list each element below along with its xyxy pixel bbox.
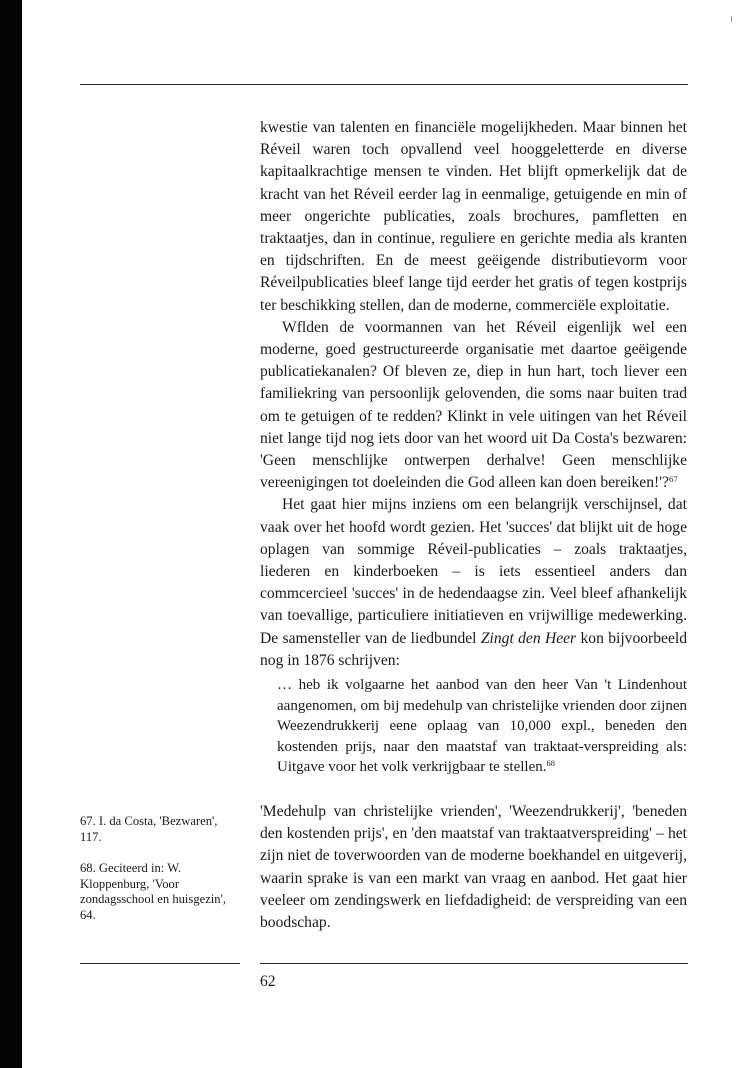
main-text xyxy=(260,117,687,672)
closing-paragraph-text: 'Medehulp van christelijke vrienden', 'Weezendrukkerij', 'beneden den kostenden prijs', en 'den maatstaf van traktaatverspreiding' – het zijn niet de toverwoorden van de moderne boekhandel en uitgeverij, waarin sprake is van een markt van vraag en aanbod. Het gaat hier veeleer om zendingswerk en liefdadigheid: de verspreiding van een boodschap. xyxy=(260,803,687,932)
header-rule xyxy=(80,84,688,85)
footnote-ref-68[interactable]: 68 xyxy=(546,759,555,769)
paragraph-2-text: Wflden de voormannen van het Réveil eigenlijk wel een moderne, goed gestructureerde organisatie met daartoe geëigende publicatiekanalen? Of bleven ze, diep in hun hart, toch liever een familiekring van persoonlijk gelovenden, die soms naar buiten trad om te getuigen of te redden? Klinkt in vele uitingen van het Réveil niet lange tijd nog iets door van het woord uit Da Costa's bezwaren: 'Geen menschlijke ontwerpen derhalve! Geen menschlijke vereenigingen tot doeleinden die God alleen kan doen bereiken!'? xyxy=(260,318,687,492)
book-title: Zingt den Heer xyxy=(480,629,577,647)
scan-mark xyxy=(731,16,732,22)
footnote-67: 67. I. da Costa, 'Bezwaren', 117. xyxy=(80,814,218,844)
block-quote xyxy=(277,675,687,778)
paragraph-3 xyxy=(260,494,687,672)
quote-text: … heb ik volgaarne het aanbod van den heer Van 't Lindenhout aangenomen, om bij medehulp van christelijke vrienden door zijnen Weezendrukkerij eene oplaag van 10,000 expl., beneden den kostenden prijs, naar den maatstaf van traktaat-verspreiding als: Uitgave voor het volk verkrijgbaar te stellen. xyxy=(277,677,687,776)
footnote-ref-67[interactable]: 67 xyxy=(668,474,678,485)
footnote-68: 68. Geciteerd in: W. Kloppenburg, 'Voor zondagsschool en huisgezin', 64. xyxy=(80,861,227,922)
footer-rule-left xyxy=(80,963,240,964)
scan-binding-edge xyxy=(0,0,22,1068)
footer-rule-right xyxy=(260,963,688,964)
closing-paragraph xyxy=(260,801,687,934)
paragraph-1: kwestie van talenten en financiële mogelijkheden. Maar binnen het Réveil waren toch opvallend veel hooggeletterde en diverse kapitaalkrachtige mensen te vinden. Het blijft opmerkelijk dat de kracht van het Réveil eerder lag in eenmalige, getuigende en min of meer ongerichte publicaties, zoals brochures, pamfletten en traktaatjes, dan in continue, reguliere en gerichte media als kranten en tijdschriften. En de meest geëigende distributievorm voor Réveilpublicaties bleef lange tijd eerder het gratis of tegen kostprijs ter beschikking stellen, dan de moderne, commerciële exploitatie. xyxy=(260,119,687,314)
page-number: 62 xyxy=(260,973,276,990)
paragraph-2 xyxy=(260,317,687,495)
paragraph-3-end: kon bijvoorbeeld nog in 1876 schrijven: xyxy=(260,629,688,669)
paragraph-3-text: Het gaat hier mijns inziens om een belangrijk verschijnsel, dat vaak over het hoofd wordt gezien. Het 'succes' dat blijkt uit de hoge oplagen van sommige Réveil-publicaties – zoals traktaatjes, liederen en kinderboeken – is iets essentieel anders dan commcercieel 'succes' in de hedendaagse zin. Veel bleef afhankelijk van toevallige, particuliere initiatieven en vrijwillige medewerking. De samensteller van de liedbundel xyxy=(260,496,687,647)
